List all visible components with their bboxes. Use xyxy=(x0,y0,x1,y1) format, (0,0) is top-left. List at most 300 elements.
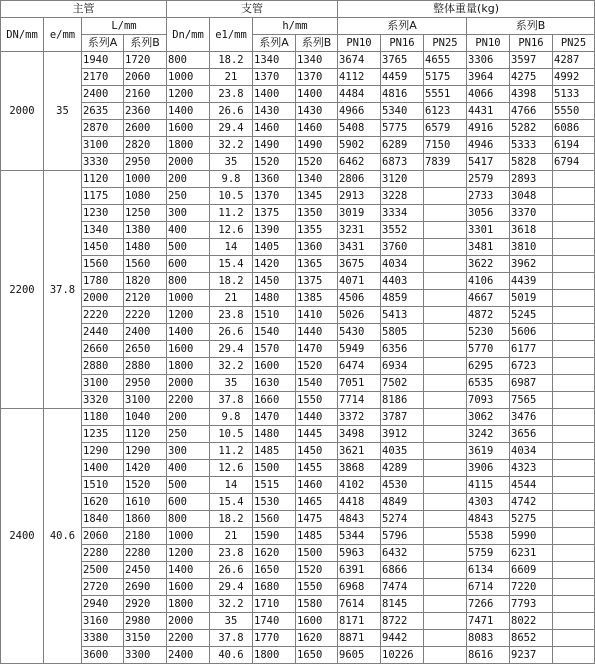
table-cell: 1175 xyxy=(82,188,124,205)
table-cell: 1520 xyxy=(296,154,338,171)
table-cell: 2600 xyxy=(124,120,167,137)
table-cell: 6123 xyxy=(424,103,467,120)
table-cell xyxy=(424,256,467,273)
table-cell: 7220 xyxy=(510,579,553,596)
table-cell: 3300 xyxy=(124,647,167,664)
table-row xyxy=(1,239,595,256)
table-cell: 4506 xyxy=(338,290,381,307)
table-cell: 1000 xyxy=(167,290,210,307)
table-cell: 3380 xyxy=(82,630,124,647)
table-cell: 1600 xyxy=(253,358,296,375)
table-cell: 6987 xyxy=(510,375,553,392)
table-cell: 4287 xyxy=(553,52,595,69)
table-row xyxy=(1,409,595,426)
table-cell: 8186 xyxy=(381,392,424,409)
table-cell: 26.6 xyxy=(210,562,253,579)
table-cell: 2000 xyxy=(167,154,210,171)
table-cell: 5963 xyxy=(338,545,381,562)
table-cell: 1180 xyxy=(82,409,124,426)
table-cell: 1560 xyxy=(253,511,296,528)
cell-dn: 2200 xyxy=(1,171,44,409)
table-row xyxy=(1,511,595,528)
table-cell xyxy=(424,613,467,630)
table-cell: 32.2 xyxy=(210,358,253,375)
table-cell xyxy=(424,171,467,188)
table-cell: 4439 xyxy=(510,273,553,290)
table-cell xyxy=(553,443,595,460)
table-cell: 6289 xyxy=(381,137,424,154)
table-cell: 300 xyxy=(167,205,210,222)
table-cell xyxy=(424,341,467,358)
table-cell: 3320 xyxy=(82,392,124,409)
table-cell xyxy=(553,494,595,511)
table-row xyxy=(1,137,595,154)
table-cell: 5805 xyxy=(381,324,424,341)
table-cell: 4034 xyxy=(510,443,553,460)
table-cell: 2000 xyxy=(167,613,210,630)
table-cell: 6356 xyxy=(381,341,424,358)
table-cell: 4916 xyxy=(467,120,510,137)
table-cell: 1520 xyxy=(296,562,338,579)
table-row xyxy=(1,494,595,511)
table-cell: 5775 xyxy=(381,120,424,137)
table-cell: 6866 xyxy=(381,562,424,579)
table-cell: 5538 xyxy=(467,528,510,545)
table-cell: 3906 xyxy=(467,460,510,477)
table-cell: 15.4 xyxy=(210,256,253,273)
table-cell: 5606 xyxy=(510,324,553,341)
table-cell: 7266 xyxy=(467,596,510,613)
table-cell xyxy=(553,256,595,273)
table-cell xyxy=(424,324,467,341)
table-cell xyxy=(553,358,595,375)
header-dn: DN/mm xyxy=(1,18,44,52)
table-cell xyxy=(553,341,595,358)
header-branch-pipe: 支管 xyxy=(167,1,338,18)
table-cell: 2200 xyxy=(167,392,210,409)
table-cell: 1600 xyxy=(167,341,210,358)
table-cell: 1680 xyxy=(253,579,296,596)
table-cell xyxy=(424,545,467,562)
table-cell: 3330 xyxy=(82,154,124,171)
table-cell: 2893 xyxy=(510,171,553,188)
table-cell: 2913 xyxy=(338,188,381,205)
table-cell: 26.6 xyxy=(210,324,253,341)
table-cell: 5175 xyxy=(424,69,467,86)
table-cell: 1360 xyxy=(253,171,296,188)
table-cell: 2280 xyxy=(82,545,124,562)
table-cell xyxy=(424,392,467,409)
table-cell: 2000 xyxy=(82,290,124,307)
table-cell: 1450 xyxy=(82,239,124,256)
header-total-weight: 整体重量(kg) xyxy=(338,1,595,18)
table-cell: 2690 xyxy=(124,579,167,596)
table-cell: 4289 xyxy=(381,460,424,477)
table-cell: 2820 xyxy=(124,137,167,154)
table-cell: 1200 xyxy=(167,86,210,103)
table-cell: 5026 xyxy=(338,307,381,324)
table-row xyxy=(1,171,595,188)
table-cell xyxy=(424,426,467,443)
table-cell: 2170 xyxy=(82,69,124,86)
table-cell: 37.8 xyxy=(210,392,253,409)
table-row xyxy=(1,460,595,477)
table-row xyxy=(1,86,595,103)
table-cell: 29.4 xyxy=(210,120,253,137)
table-row xyxy=(1,596,595,613)
table-cell xyxy=(553,324,595,341)
table-cell: 2579 xyxy=(467,171,510,188)
table-cell: 4872 xyxy=(467,307,510,324)
table-cell: 3370 xyxy=(510,205,553,222)
table-cell: 2650 xyxy=(124,341,167,358)
table-cell: 37.8 xyxy=(210,630,253,647)
table-cell: 7839 xyxy=(424,154,467,171)
table-cell: 2440 xyxy=(82,324,124,341)
table-cell xyxy=(553,222,595,239)
table-cell: 9605 xyxy=(338,647,381,664)
table-cell xyxy=(553,273,595,290)
header-a-pn25: PN25 xyxy=(424,35,467,52)
table-cell: 3100 xyxy=(124,392,167,409)
table-cell: 8722 xyxy=(381,613,424,630)
table-cell xyxy=(553,562,595,579)
table-cell: 5828 xyxy=(510,154,553,171)
table-cell: 1385 xyxy=(296,290,338,307)
table-cell: 1440 xyxy=(296,324,338,341)
table-cell xyxy=(424,477,467,494)
table-cell: 3056 xyxy=(467,205,510,222)
table-cell xyxy=(553,460,595,477)
table-cell: 2880 xyxy=(124,358,167,375)
table-cell: 1355 xyxy=(296,222,338,239)
table-cell: 1480 xyxy=(124,239,167,256)
table-cell: 3048 xyxy=(510,188,553,205)
table-cell: 5770 xyxy=(467,341,510,358)
table-cell: 3160 xyxy=(82,613,124,630)
table-cell: 2400 xyxy=(82,86,124,103)
table-cell xyxy=(424,205,467,222)
table-row xyxy=(1,154,595,171)
table-cell: 1340 xyxy=(296,171,338,188)
table-cell: 5230 xyxy=(467,324,510,341)
table-cell: 1520 xyxy=(124,477,167,494)
table-row xyxy=(1,477,595,494)
table-cell xyxy=(553,239,595,256)
table-cell: 8145 xyxy=(381,596,424,613)
table-cell: 300 xyxy=(167,443,210,460)
table-cell: 3912 xyxy=(381,426,424,443)
table-cell: 1620 xyxy=(296,630,338,647)
table-cell: 7565 xyxy=(510,392,553,409)
cell-dn: 2400 xyxy=(1,409,44,664)
table-cell: 3372 xyxy=(338,409,381,426)
table-cell: 1420 xyxy=(253,256,296,273)
table-cell: 4034 xyxy=(381,256,424,273)
cell-e: 35 xyxy=(44,52,82,171)
table-cell: 1660 xyxy=(253,392,296,409)
table-cell: 6462 xyxy=(338,154,381,171)
table-cell: 8171 xyxy=(338,613,381,630)
table-cell: 1720 xyxy=(124,52,167,69)
table-cell: 1530 xyxy=(253,494,296,511)
table-cell: 1000 xyxy=(167,528,210,545)
table-cell: 4530 xyxy=(381,477,424,494)
table-cell: 1800 xyxy=(167,137,210,154)
table-cell: 1040 xyxy=(124,409,167,426)
table-cell: 7093 xyxy=(467,392,510,409)
table-cell: 1455 xyxy=(296,460,338,477)
table-cell: 4398 xyxy=(510,86,553,103)
table-cell: 1390 xyxy=(253,222,296,239)
table-cell: 6723 xyxy=(510,358,553,375)
table-cell: 5417 xyxy=(467,154,510,171)
table-cell: 600 xyxy=(167,256,210,273)
table-cell: 7793 xyxy=(510,596,553,613)
table-cell: 2806 xyxy=(338,171,381,188)
table-cell: 29.4 xyxy=(210,579,253,596)
table-cell: 1800 xyxy=(167,358,210,375)
table-cell: 8871 xyxy=(338,630,381,647)
table-cell: 1480 xyxy=(253,426,296,443)
table-cell: 4303 xyxy=(467,494,510,511)
table-cell: 4849 xyxy=(381,494,424,511)
table-cell: 3481 xyxy=(467,239,510,256)
table-row xyxy=(1,443,595,460)
table-cell xyxy=(553,596,595,613)
table-cell: 9442 xyxy=(381,630,424,647)
table-row xyxy=(1,647,595,664)
table-cell: 7471 xyxy=(467,613,510,630)
table-cell: 3120 xyxy=(381,171,424,188)
table-cell: 1485 xyxy=(296,528,338,545)
table-cell: 500 xyxy=(167,239,210,256)
table-cell: 10.5 xyxy=(210,426,253,443)
table-cell: 3306 xyxy=(467,52,510,69)
header-b-pn16: PN16 xyxy=(510,35,553,52)
table-row xyxy=(1,69,595,86)
table-cell: 3597 xyxy=(510,52,553,69)
table-cell xyxy=(553,511,595,528)
header-weight-series-a: 系列A xyxy=(338,18,467,35)
table-cell: 1400 xyxy=(167,324,210,341)
table-cell: 2360 xyxy=(124,103,167,120)
table-cell: 2870 xyxy=(82,120,124,137)
table-cell: 7502 xyxy=(381,375,424,392)
table-cell: 6177 xyxy=(510,341,553,358)
table-cell: 7714 xyxy=(338,392,381,409)
table-row xyxy=(1,103,595,120)
table-cell: 5759 xyxy=(467,545,510,562)
table-cell: 1450 xyxy=(296,443,338,460)
table-cell: 35 xyxy=(210,375,253,392)
table-cell: 1250 xyxy=(124,205,167,222)
table-cell: 5408 xyxy=(338,120,381,137)
table-cell: 3431 xyxy=(338,239,381,256)
table-cell: 2400 xyxy=(124,324,167,341)
header-main-pipe: 主管 xyxy=(1,1,167,18)
table-cell: 6873 xyxy=(381,154,424,171)
table-row xyxy=(1,579,595,596)
table-cell: 1370 xyxy=(253,188,296,205)
table-cell: 6134 xyxy=(467,562,510,579)
table-cell: 6194 xyxy=(553,137,595,154)
table-cell: 1620 xyxy=(82,494,124,511)
header-b-pn10: PN10 xyxy=(467,35,510,52)
table-cell: 1860 xyxy=(124,511,167,528)
table-cell: 1580 xyxy=(296,596,338,613)
table-cell: 3868 xyxy=(338,460,381,477)
table-cell: 2060 xyxy=(82,528,124,545)
table-cell: 1340 xyxy=(253,52,296,69)
table-cell: 5796 xyxy=(381,528,424,545)
table-cell: 1370 xyxy=(253,69,296,86)
table-cell: 23.8 xyxy=(210,545,253,562)
table-cell: 5413 xyxy=(381,307,424,324)
table-cell: 3962 xyxy=(510,256,553,273)
table-cell: 12.6 xyxy=(210,460,253,477)
table-cell: 1430 xyxy=(296,103,338,120)
table-cell: 1800 xyxy=(253,647,296,664)
table-cell xyxy=(424,239,467,256)
table-cell: 4544 xyxy=(510,477,553,494)
table-cell: 23.8 xyxy=(210,307,253,324)
table-cell: 40.6 xyxy=(210,647,253,664)
header-a-pn16: PN16 xyxy=(381,35,424,52)
table-cell: 1590 xyxy=(253,528,296,545)
table-cell: 8083 xyxy=(467,630,510,647)
table-cell: 4946 xyxy=(467,137,510,154)
table-cell: 7474 xyxy=(381,579,424,596)
table-cell: 3019 xyxy=(338,205,381,222)
table-cell: 800 xyxy=(167,511,210,528)
table-cell: 4035 xyxy=(381,443,424,460)
table-cell: 4667 xyxy=(467,290,510,307)
table-cell: 29.4 xyxy=(210,341,253,358)
table-cell: 21 xyxy=(210,69,253,86)
table-cell: 4459 xyxy=(381,69,424,86)
table-cell: 1940 xyxy=(82,52,124,69)
table-cell xyxy=(553,647,595,664)
table-cell: 2940 xyxy=(82,596,124,613)
table-cell: 1120 xyxy=(82,171,124,188)
table-cell: 1445 xyxy=(296,426,338,443)
table-cell: 4275 xyxy=(510,69,553,86)
table-cell: 1370 xyxy=(296,69,338,86)
table-cell: 1550 xyxy=(296,579,338,596)
table-cell xyxy=(424,647,467,664)
table-row xyxy=(1,358,595,375)
table-cell: 1345 xyxy=(296,188,338,205)
table-row xyxy=(1,426,595,443)
table-row xyxy=(1,188,595,205)
table-cell: 3334 xyxy=(381,205,424,222)
table-cell: 1510 xyxy=(82,477,124,494)
table-row xyxy=(1,613,595,630)
table-cell xyxy=(424,579,467,596)
table-cell: 2720 xyxy=(82,579,124,596)
table-cell xyxy=(424,273,467,290)
table-cell: 6086 xyxy=(553,120,595,137)
table-cell: 1000 xyxy=(167,69,210,86)
table-row xyxy=(1,52,595,69)
table-cell: 14 xyxy=(210,477,253,494)
table-cell: 2635 xyxy=(82,103,124,120)
table-cell: 2200 xyxy=(167,630,210,647)
table-cell: 400 xyxy=(167,460,210,477)
table-cell: 1800 xyxy=(167,596,210,613)
table-cell: 2220 xyxy=(82,307,124,324)
table-cell xyxy=(553,375,595,392)
table-cell xyxy=(424,188,467,205)
table-cell: 1490 xyxy=(296,137,338,154)
table-cell: 2220 xyxy=(124,307,167,324)
table-row xyxy=(1,341,595,358)
table-cell: 3675 xyxy=(338,256,381,273)
table-cell: 2880 xyxy=(82,358,124,375)
table-cell xyxy=(553,477,595,494)
table-cell: 4323 xyxy=(510,460,553,477)
table-cell: 200 xyxy=(167,171,210,188)
table-cell: 1600 xyxy=(296,613,338,630)
table-cell: 1480 xyxy=(253,290,296,307)
table-cell: 1540 xyxy=(296,375,338,392)
table-row xyxy=(1,528,595,545)
header-h-series-b: 系列B xyxy=(296,35,338,52)
table-cell: 4106 xyxy=(467,273,510,290)
table-cell: 1570 xyxy=(253,341,296,358)
table-row xyxy=(1,375,595,392)
table-cell: 4816 xyxy=(381,86,424,103)
table-cell: 5245 xyxy=(510,307,553,324)
table-cell: 1430 xyxy=(253,103,296,120)
table-cell xyxy=(424,307,467,324)
table-cell: 1490 xyxy=(253,137,296,154)
table-cell: 2400 xyxy=(167,647,210,664)
table-cell: 5949 xyxy=(338,341,381,358)
table-cell: 3674 xyxy=(338,52,381,69)
table-cell: 3656 xyxy=(510,426,553,443)
table-cell: 3600 xyxy=(82,647,124,664)
table-cell: 12.6 xyxy=(210,222,253,239)
table-cell: 2950 xyxy=(124,375,167,392)
table-cell: 2160 xyxy=(124,86,167,103)
table-cell: 5274 xyxy=(381,511,424,528)
table-cell xyxy=(553,545,595,562)
table-cell: 1600 xyxy=(167,579,210,596)
table-cell: 8022 xyxy=(510,613,553,630)
table-cell: 4966 xyxy=(338,103,381,120)
table-cell xyxy=(424,443,467,460)
table-cell: 6474 xyxy=(338,358,381,375)
table-row xyxy=(1,545,595,562)
table-cell: 1520 xyxy=(253,154,296,171)
table-cell xyxy=(424,409,467,426)
table-row xyxy=(1,120,595,137)
table-cell: 1620 xyxy=(253,545,296,562)
table-row xyxy=(1,256,595,273)
table-cell xyxy=(424,358,467,375)
table-cell: 6609 xyxy=(510,562,553,579)
table-cell: 6432 xyxy=(381,545,424,562)
table-cell: 9.8 xyxy=(210,171,253,188)
table-cell: 5333 xyxy=(510,137,553,154)
table-cell: 3552 xyxy=(381,222,424,239)
table-cell: 2000 xyxy=(167,375,210,392)
table-cell: 1000 xyxy=(124,171,167,188)
table-cell: 3228 xyxy=(381,188,424,205)
table-cell: 1780 xyxy=(82,273,124,290)
